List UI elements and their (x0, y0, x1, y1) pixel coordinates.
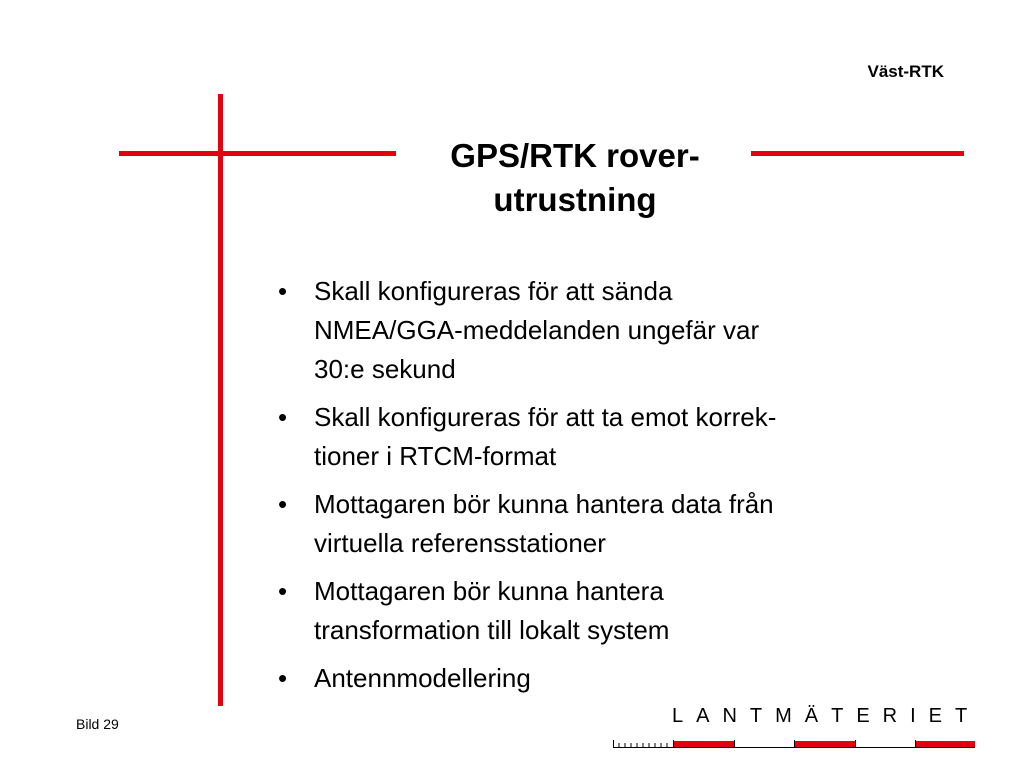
red-horizontal-line-right (751, 151, 964, 156)
bullet-text-line: Antennmodellering (314, 663, 531, 693)
slide-title (400, 134, 750, 222)
lantmateriet-logo-text: LANTMÄTERIET (672, 705, 981, 727)
bullet-text-line: NMEA/GGA-meddelanden ungefär var (314, 315, 760, 345)
slide-title-line-2: utrustning (493, 181, 657, 218)
bullet-dot: • (278, 276, 288, 306)
bullet-text-line: Mottagaren bör kunna hantera data från (314, 489, 774, 519)
red-horizontal-line-left (119, 151, 396, 156)
bullet-list (278, 272, 958, 707)
bullet-text-line: transformation till lokalt system (314, 615, 670, 645)
lantmateriet-logo-bar (613, 740, 975, 748)
bullet-text-line: Skall konfigureras för att sända (314, 276, 673, 306)
bullet-item (278, 659, 958, 698)
bullet-item (278, 572, 958, 650)
bullet-item (278, 485, 958, 563)
slide-title-line-1: GPS/RTK rover- (450, 137, 700, 174)
bullet-text-line: Mottagaren bör kunna hantera (314, 576, 664, 606)
bullet-text-line: Skall konfigureras för att ta emot korrek- (314, 402, 777, 432)
bullet-item (278, 272, 958, 389)
red-vertical-line (218, 94, 223, 706)
bullet-dot: • (278, 489, 288, 519)
bullet-dot: • (278, 402, 288, 432)
bullet-text-line: 30:e sekund (314, 354, 456, 384)
bullet-text-line: tioner i RTCM-format (314, 441, 557, 471)
bullet-text-line: virtuella referensstationer (314, 528, 606, 558)
header-label: Väst-RTK (867, 62, 944, 81)
slide-number: Bild 29 (76, 716, 119, 732)
bullet-dot: • (278, 663, 288, 693)
bullet-dot: • (278, 576, 288, 606)
bullet-item (278, 398, 958, 476)
